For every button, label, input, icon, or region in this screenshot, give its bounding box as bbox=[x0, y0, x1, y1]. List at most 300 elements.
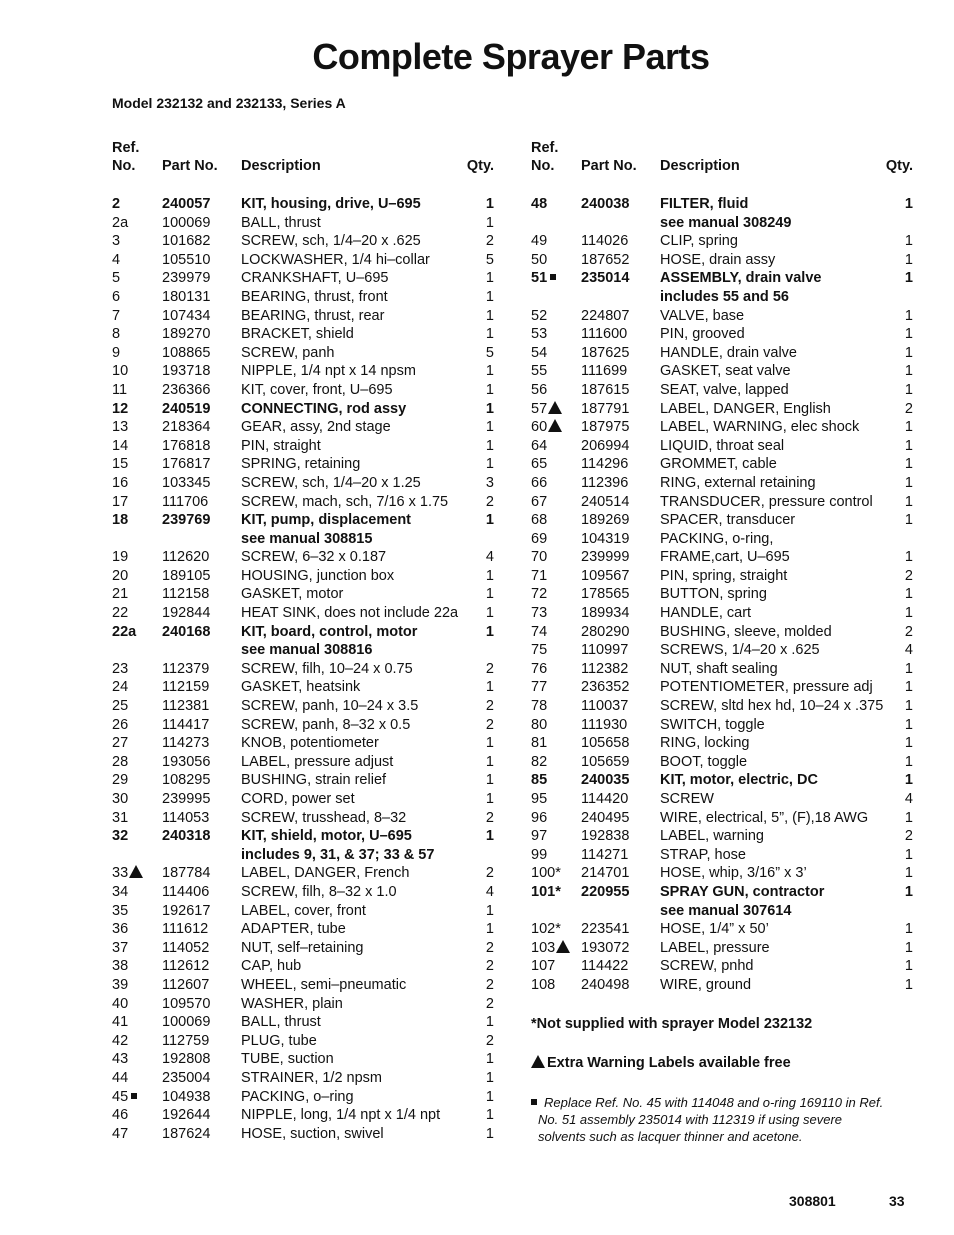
qty-cell: 1 bbox=[904, 437, 913, 454]
table-row bbox=[531, 511, 916, 530]
qty-cell: 1 bbox=[904, 474, 913, 491]
ref-number: 78 bbox=[531, 698, 548, 715]
part-no-cell: 110037 bbox=[581, 698, 629, 715]
table-row bbox=[112, 1088, 497, 1107]
ref-cell bbox=[112, 1106, 128, 1125]
ref-cell bbox=[531, 362, 547, 381]
ref-number: 97 bbox=[531, 828, 548, 845]
qty-cell: 1 bbox=[485, 902, 494, 919]
ref-number: 15 bbox=[112, 456, 129, 473]
table-row bbox=[531, 548, 916, 567]
header-ref: Ref. bbox=[112, 140, 140, 156]
part-no-cell: 218364 bbox=[162, 419, 211, 436]
table-row bbox=[531, 753, 916, 772]
part-no-cell: 224807 bbox=[581, 307, 630, 324]
qty-cell: 1 bbox=[485, 679, 494, 696]
table-row bbox=[112, 362, 497, 381]
qty-cell: 4 bbox=[904, 791, 913, 807]
ref-cell bbox=[531, 883, 561, 902]
table-row bbox=[112, 1106, 497, 1125]
part-no-cell: 220955 bbox=[581, 883, 630, 900]
part-no-cell: 114406 bbox=[162, 883, 210, 900]
ref-number: 75 bbox=[531, 642, 548, 659]
part-no-cell: 105510 bbox=[162, 251, 211, 268]
part-no-cell: 107434 bbox=[162, 307, 211, 324]
description-cell: BUSHING, sleeve, molded bbox=[660, 623, 832, 640]
qty-cell: 1 bbox=[904, 716, 913, 733]
table-row bbox=[112, 511, 497, 530]
header-no: No. bbox=[112, 158, 136, 174]
part-no-cell: 235014 bbox=[581, 270, 630, 287]
qty-cell: 2 bbox=[485, 716, 494, 733]
description-cell: SPACER, transducer bbox=[660, 512, 796, 529]
description-cell: FRAME,cart, U–695 bbox=[660, 549, 790, 566]
table-row bbox=[531, 716, 916, 735]
qty-cell: 1 bbox=[485, 1051, 494, 1068]
description-cell: PIN, grooved bbox=[660, 326, 745, 343]
description-cell: KNOB, potentiometer bbox=[241, 735, 379, 752]
ref-cell bbox=[112, 1069, 128, 1088]
ref-number: 29 bbox=[112, 772, 129, 789]
ref-cell bbox=[531, 809, 547, 828]
description-cell: LABEL, cover, front bbox=[241, 902, 366, 919]
ref-number: 28 bbox=[112, 753, 129, 770]
ref-cell bbox=[531, 493, 547, 512]
square-bullet-icon bbox=[131, 1093, 137, 1099]
part-no-cell: 223541 bbox=[581, 921, 630, 938]
ref-cell bbox=[531, 437, 547, 456]
part-no-cell: 214701 bbox=[581, 865, 630, 882]
table-row bbox=[112, 939, 497, 958]
description-cell: BUTTON, spring bbox=[660, 586, 767, 603]
parts-table-left bbox=[112, 139, 497, 1143]
ref-number: 25 bbox=[112, 698, 129, 715]
ref-cell bbox=[112, 734, 128, 753]
ref-cell bbox=[112, 474, 128, 493]
qty-cell: 2 bbox=[485, 958, 494, 975]
ref-number: 73 bbox=[531, 605, 548, 622]
table-row bbox=[531, 883, 916, 902]
qty-cell: 1 bbox=[485, 270, 494, 287]
warning-triangle-icon bbox=[531, 1055, 545, 1068]
ref-cell bbox=[112, 753, 128, 772]
table-row bbox=[112, 307, 497, 326]
description-cell: SCREW, mach, sch, 7/16 x 1.75 bbox=[241, 493, 449, 510]
ref-number: 47 bbox=[112, 1125, 129, 1142]
table-row bbox=[531, 976, 916, 995]
description-cell: SPRAY GUN, contractor bbox=[660, 883, 825, 900]
table-row bbox=[531, 251, 916, 270]
description-cell: BALL, thrust bbox=[241, 1014, 321, 1031]
part-no-cell: 240514 bbox=[581, 493, 630, 510]
table-row bbox=[531, 474, 916, 493]
ref-cell bbox=[112, 251, 120, 270]
part-no-cell: 187624 bbox=[162, 1125, 211, 1142]
table-row bbox=[531, 455, 916, 474]
qty-cell: 1 bbox=[485, 214, 494, 231]
qty-cell: 1 bbox=[485, 326, 494, 343]
ref-cell bbox=[531, 530, 547, 549]
ref-cell bbox=[531, 474, 547, 493]
part-no-cell: 114052 bbox=[162, 939, 210, 956]
ref-number: 70 bbox=[531, 549, 548, 566]
ref-number: 9 bbox=[112, 344, 121, 361]
ref-number: 55 bbox=[531, 363, 548, 380]
table-row bbox=[531, 864, 916, 883]
part-no-cell: 111600 bbox=[581, 326, 628, 343]
table-row bbox=[112, 418, 497, 437]
table-row bbox=[531, 530, 916, 549]
ref-number: 64 bbox=[531, 437, 548, 454]
qty-cell: 1 bbox=[904, 456, 913, 473]
ref-number: 107 bbox=[531, 958, 556, 975]
ref-number: 21 bbox=[112, 586, 129, 603]
ref-cell bbox=[112, 771, 128, 790]
description-cell: HANDLE, drain valve bbox=[660, 344, 797, 361]
part-no-cell: 109567 bbox=[581, 567, 630, 584]
table-row bbox=[531, 362, 916, 381]
ref-cell bbox=[112, 437, 128, 456]
description-cell: NUT, shaft sealing bbox=[660, 660, 778, 677]
description-cell: CAP, hub bbox=[241, 958, 302, 975]
ref-number: 40 bbox=[112, 995, 129, 1012]
table-row bbox=[112, 920, 497, 939]
description-cell: WASHER, plain bbox=[241, 995, 343, 1012]
table-row bbox=[112, 1013, 497, 1032]
qty-cell: 1 bbox=[485, 307, 494, 324]
ref-number: 76 bbox=[531, 660, 548, 677]
description-cell: TUBE, suction bbox=[241, 1051, 334, 1068]
table-row bbox=[112, 976, 497, 995]
table-row bbox=[112, 623, 497, 642]
header-ref: Ref. bbox=[531, 140, 559, 156]
ref-cell bbox=[531, 660, 547, 679]
ref-cell bbox=[112, 902, 128, 921]
description-continuation: see manual 308249 bbox=[660, 214, 792, 231]
ref-number: 34 bbox=[112, 883, 129, 900]
ref-number: 65 bbox=[531, 456, 548, 473]
table-row bbox=[112, 883, 497, 902]
description-cell: SCREW, sch, 1/4–20 x .625 bbox=[241, 233, 421, 250]
table-row bbox=[112, 548, 497, 567]
part-no-cell: 112379 bbox=[162, 660, 210, 677]
qty-cell: 1 bbox=[904, 660, 913, 677]
ref-number: 35 bbox=[112, 902, 129, 919]
ref-cell bbox=[531, 790, 547, 809]
description-cell: VALVE, base bbox=[660, 307, 745, 324]
part-no-cell: 114417 bbox=[162, 716, 210, 733]
ref-cell bbox=[112, 325, 120, 344]
part-no-cell: 110997 bbox=[581, 642, 629, 659]
table-row-continuation bbox=[531, 902, 916, 921]
ref-number: 56 bbox=[531, 381, 548, 398]
table-row bbox=[112, 697, 497, 716]
description-cell: TRANSDUCER, pressure control bbox=[660, 493, 873, 510]
ref-cell bbox=[531, 418, 562, 437]
table-row bbox=[112, 957, 497, 976]
qty-cell: 1 bbox=[904, 363, 913, 380]
description-cell: PIN, straight bbox=[241, 437, 321, 454]
ref-cell bbox=[531, 251, 547, 270]
description-cell: WHEEL, semi–pneumatic bbox=[241, 976, 407, 993]
table-row-continuation bbox=[531, 288, 916, 307]
part-no-cell: 104938 bbox=[162, 1088, 211, 1105]
table-row bbox=[112, 567, 497, 586]
ref-number: 16 bbox=[112, 474, 129, 491]
ref-cell bbox=[531, 381, 547, 400]
part-no-cell: 114271 bbox=[581, 846, 629, 863]
description-cell: KIT, pump, displacement bbox=[241, 512, 411, 529]
ref-number: 68 bbox=[531, 512, 548, 529]
ref-cell bbox=[112, 567, 128, 586]
part-no-cell: 240519 bbox=[162, 400, 211, 417]
warning-labels-note bbox=[531, 1055, 791, 1071]
part-no-cell: 178565 bbox=[581, 586, 630, 603]
ref-cell bbox=[112, 511, 128, 530]
ref-cell bbox=[112, 548, 128, 567]
description-cell: HOUSING, junction box bbox=[241, 567, 395, 584]
table-row bbox=[112, 771, 497, 790]
ref-cell bbox=[112, 1125, 128, 1144]
part-no-cell: 112159 bbox=[162, 679, 210, 696]
qty-cell: 1 bbox=[485, 437, 494, 454]
part-no-cell: 111930 bbox=[581, 716, 628, 733]
ref-number: 77 bbox=[531, 679, 548, 696]
ref-number: 8 bbox=[112, 326, 121, 343]
ref-number: 22a bbox=[112, 623, 137, 640]
ref-number: 18 bbox=[112, 512, 129, 529]
ref-number: 54 bbox=[531, 344, 548, 361]
part-no-cell: 239769 bbox=[162, 512, 211, 529]
table-row bbox=[112, 660, 497, 679]
qty-cell: 5 bbox=[485, 344, 494, 361]
qty-cell: 1 bbox=[904, 586, 913, 603]
part-no-cell: 104319 bbox=[581, 530, 630, 547]
description-cell: ASSEMBLY, drain valve bbox=[660, 270, 822, 287]
ref-number: 26 bbox=[112, 716, 129, 733]
table-row bbox=[112, 251, 497, 270]
part-no-cell: 192844 bbox=[162, 605, 211, 622]
qty-cell: 1 bbox=[904, 958, 913, 975]
table-row bbox=[531, 400, 916, 419]
table-row bbox=[112, 734, 497, 753]
description-cell: LOCKWASHER, 1/4 hi–collar bbox=[241, 251, 430, 268]
header-qty: Qty. bbox=[885, 158, 913, 174]
table-row-continuation bbox=[112, 530, 497, 549]
ref-cell bbox=[112, 995, 128, 1014]
description-cell: SCREW, filh, 8–32 x 1.0 bbox=[241, 883, 397, 900]
description-cell: BOOT, toggle bbox=[660, 753, 748, 770]
qty-cell: 2 bbox=[485, 809, 494, 826]
part-no-cell: 193072 bbox=[581, 939, 630, 956]
part-no-cell: 112381 bbox=[162, 698, 210, 715]
table-row bbox=[112, 1050, 497, 1069]
table-row bbox=[531, 939, 916, 958]
part-no-cell: 112158 bbox=[162, 586, 210, 603]
qty-cell: 1 bbox=[485, 1125, 494, 1142]
description-cell: CONNECTING, rod assy bbox=[241, 400, 407, 417]
table-row bbox=[531, 325, 916, 344]
description-cell: PACKING, o–ring bbox=[241, 1088, 354, 1105]
ref-number: 53 bbox=[531, 326, 548, 343]
document-number: 308801 bbox=[789, 1193, 836, 1209]
part-no-cell: 240057 bbox=[162, 196, 211, 212]
ref-number: 69 bbox=[531, 530, 548, 547]
ref-cell bbox=[112, 1032, 128, 1051]
part-no-cell: 189269 bbox=[581, 512, 630, 529]
description-cell: GROMMET, cable bbox=[660, 456, 777, 473]
warning-labels-text: Extra Warning Labels available free bbox=[547, 1055, 791, 1071]
ref-number: 36 bbox=[112, 921, 129, 938]
part-no-cell: 114273 bbox=[162, 735, 210, 752]
table-row bbox=[112, 214, 497, 233]
replace-note-line-1: Replace Ref. No. 45 with 114048 and o-ring 169110 in Ref. bbox=[544, 1095, 884, 1110]
qty-cell: 1 bbox=[485, 1088, 494, 1105]
table-row bbox=[112, 437, 497, 456]
ref-cell bbox=[112, 678, 128, 697]
part-no-cell: 236366 bbox=[162, 381, 211, 398]
description-cell: STRAINER, 1/2 npsm bbox=[241, 1069, 383, 1086]
description-cell: RING, locking bbox=[660, 735, 750, 752]
part-no-cell: 236352 bbox=[581, 679, 630, 696]
qty-cell: 1 bbox=[485, 456, 494, 473]
qty-cell: 1 bbox=[904, 772, 913, 789]
ref-number: 46 bbox=[112, 1107, 129, 1124]
ref-cell bbox=[531, 697, 547, 716]
ref-number: 52 bbox=[531, 307, 548, 324]
ref-cell bbox=[112, 195, 120, 214]
part-no-cell: 187791 bbox=[581, 400, 630, 417]
part-no-cell: 111699 bbox=[581, 363, 628, 380]
description-cell: CRANKSHAFT, U–695 bbox=[241, 270, 389, 287]
ref-number: 37 bbox=[112, 939, 129, 956]
qty-cell: 1 bbox=[904, 251, 913, 268]
ref-cell bbox=[531, 400, 562, 419]
table-row bbox=[531, 307, 916, 326]
ref-number: 24 bbox=[112, 679, 129, 696]
ref-cell bbox=[531, 455, 547, 474]
description-cell: PIN, spring, straight bbox=[660, 567, 788, 584]
ref-cell bbox=[531, 864, 561, 883]
part-no-cell: 111706 bbox=[162, 493, 209, 510]
description-cell: PACKING, o-ring, bbox=[660, 530, 774, 547]
ref-number: 95 bbox=[531, 791, 548, 807]
ref-number: 23 bbox=[112, 660, 129, 677]
ref-number: 50 bbox=[531, 251, 548, 268]
ref-cell bbox=[112, 232, 120, 251]
table-row bbox=[112, 325, 497, 344]
part-no-cell: 176818 bbox=[162, 437, 211, 454]
header-part-no: Part No. bbox=[581, 158, 637, 174]
qty-cell: 1 bbox=[485, 623, 494, 640]
model-line: Model 232132 and 232133, Series A bbox=[112, 95, 346, 111]
description-cell: HANDLE, cart bbox=[660, 605, 752, 622]
ref-cell bbox=[112, 214, 128, 233]
ref-number: 31 bbox=[112, 809, 129, 826]
qty-cell: 1 bbox=[904, 233, 913, 250]
table-row bbox=[531, 437, 916, 456]
table-row bbox=[531, 660, 916, 679]
description-cell: NIPPLE, 1/4 npt x 14 npsm bbox=[241, 363, 416, 380]
part-no-cell: 101682 bbox=[162, 233, 211, 250]
table-row-continuation bbox=[531, 214, 916, 233]
description-cell: SCREW, panh, 10–24 x 3.5 bbox=[241, 698, 419, 715]
ref-cell bbox=[531, 920, 561, 939]
qty-cell: 1 bbox=[485, 1069, 494, 1086]
ref-cell bbox=[531, 195, 547, 214]
ref-number: 32 bbox=[112, 828, 129, 845]
ref-cell bbox=[531, 734, 547, 753]
table-row bbox=[531, 920, 916, 939]
description-cell: BRACKET, shield bbox=[241, 326, 354, 343]
ref-cell bbox=[112, 790, 128, 809]
header-part-no: Part No. bbox=[162, 158, 218, 174]
part-no-cell: 187615 bbox=[581, 381, 630, 398]
ref-cell bbox=[112, 269, 120, 288]
qty-cell: 1 bbox=[904, 883, 913, 900]
ref-number: 80 bbox=[531, 716, 548, 733]
qty-cell: 2 bbox=[485, 1032, 494, 1049]
ref-cell bbox=[112, 660, 128, 679]
description-continuation: see manual 307614 bbox=[660, 902, 792, 919]
ref-cell bbox=[531, 232, 547, 251]
ref-number: 20 bbox=[112, 567, 129, 584]
description-cell: KIT, cover, front, U–695 bbox=[241, 381, 393, 398]
part-no-cell: 192838 bbox=[581, 828, 630, 845]
part-no-cell: 192644 bbox=[162, 1107, 211, 1124]
part-no-cell: 108295 bbox=[162, 772, 211, 789]
ref-number: 33 bbox=[112, 865, 129, 882]
ref-cell bbox=[112, 809, 128, 828]
table-row bbox=[531, 790, 916, 809]
table-row bbox=[531, 623, 916, 642]
ref-number: 44 bbox=[112, 1069, 129, 1086]
ref-number: 74 bbox=[531, 623, 548, 640]
qty-cell: 1 bbox=[904, 809, 913, 826]
ref-number: 99 bbox=[531, 846, 548, 863]
table-row bbox=[112, 827, 497, 846]
ref-number: 67 bbox=[531, 493, 548, 510]
qty-cell: 4 bbox=[485, 549, 494, 566]
part-no-cell: 105659 bbox=[581, 753, 630, 770]
ref-cell bbox=[112, 307, 120, 326]
ref-number: 4 bbox=[112, 251, 121, 268]
qty-cell: 4 bbox=[904, 642, 913, 659]
description-cell: HOSE, 1/4” x 50’ bbox=[660, 921, 769, 938]
part-no-cell: 240495 bbox=[581, 809, 630, 826]
ref-number: 48 bbox=[531, 196, 548, 212]
ref-cell bbox=[531, 827, 547, 846]
ref-cell bbox=[531, 846, 547, 865]
part-no-cell: 189270 bbox=[162, 326, 211, 343]
table-row bbox=[112, 902, 497, 921]
ref-number: 30 bbox=[112, 791, 129, 807]
table-row bbox=[112, 585, 497, 604]
table-row bbox=[112, 269, 497, 288]
ref-number: 6 bbox=[112, 288, 121, 305]
description-cell: BALL, thrust bbox=[241, 214, 321, 231]
table-body bbox=[112, 195, 497, 1143]
part-no-cell: 187784 bbox=[162, 865, 211, 882]
description-cell: SCREW, panh, 8–32 x 0.5 bbox=[241, 716, 411, 733]
ref-cell bbox=[531, 511, 547, 530]
qty-cell: 1 bbox=[485, 567, 494, 584]
table-row bbox=[112, 790, 497, 809]
part-no-cell: 187975 bbox=[581, 419, 630, 436]
ref-cell bbox=[112, 604, 128, 623]
page-title: Complete Sprayer Parts bbox=[312, 36, 710, 77]
part-no-cell: 114296 bbox=[581, 456, 629, 473]
